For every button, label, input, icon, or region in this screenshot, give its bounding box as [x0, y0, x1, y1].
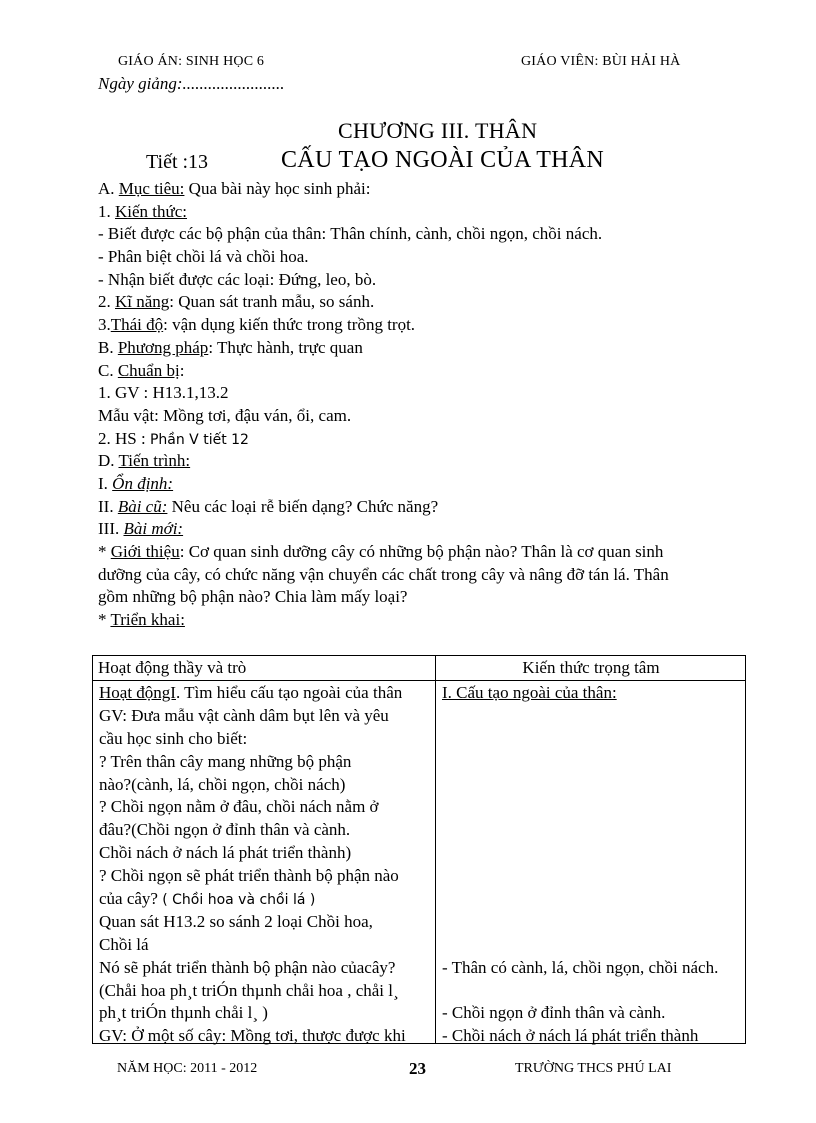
- skills-line: 2. Kĩ năng: Quan sát tranh mẫu, so sánh.: [98, 292, 375, 312]
- teaching-date: [98, 74, 285, 94]
- knowledge-point: - Chồi ngọn ở đỉnh thân và cành.: [442, 1003, 666, 1023]
- table-header-knowledge: Kiến thức trọng tâm: [522, 658, 660, 677]
- student-prep: 2. HS : Phần V tiết 12: [98, 428, 249, 448]
- specimen-line: Mẫu vật: Mồng tơi, đậu ván, ổi, cam.: [98, 405, 352, 425]
- activity-line: Chồi lá: [99, 934, 149, 954]
- activity-line: Quan sát H13.2 so sánh 2 loại Chồi hoa,: [99, 911, 373, 931]
- table-header-activities: Hoạt động thầy và trò: [98, 658, 247, 677]
- lesson-title: CẤU TẠO NGOÀI CỦA THÂN: [281, 147, 605, 173]
- introduction-line: gồm những bộ phận nào? Chia làm mấy loại?: [98, 587, 408, 607]
- activity-line: GV: Đưa mẫu vật cành dâm bụt lên và yêu: [99, 705, 389, 725]
- activity-line: ? Trên thân cây mang những bộ phận: [99, 751, 352, 771]
- activity-heading: Hoạt độngI. Tìm hiểu cấu tạo ngoài của thân: [99, 683, 403, 702]
- knowledge-heading: 1. Kiến thức:: [98, 201, 188, 221]
- lesson-number: Tiết :13: [146, 151, 209, 173]
- footer-school-year: NĂM HỌC: 2011 - 2012: [117, 1061, 258, 1076]
- procedure-heading: D. Tiến trình:: [98, 451, 191, 471]
- knowledge-column: [442, 682, 747, 1048]
- preparation-heading: C. Chuẩn bị:: [98, 360, 185, 380]
- activity-line: của cây? ( Chồi hoa và chồi lá ): [99, 889, 316, 909]
- chapter-title: CHƯƠNG III. THÂN: [338, 118, 538, 143]
- deploy-heading: * Triển khai:: [98, 610, 185, 630]
- knowledge-point: - Chồi nách ở nách lá phát triển thành: [442, 1026, 699, 1046]
- introduction-line: dưỡng của cây, có chức năng vận chuyển các chất trong cây và nâng đỡ tán lá. Thân: [98, 564, 669, 584]
- date-label: Ngày giảng:: [98, 74, 183, 93]
- date-dots: ........................: [182, 74, 285, 93]
- activity-line: Chồi nách ở nách lá phát triển thành): [99, 843, 352, 863]
- attitude-line: 3.Thái độ: vận dụng kiến thức trong trồng trọt.: [98, 315, 416, 335]
- old-lesson-line: II. Bài cũ: Nêu các loại rễ biến dạng? Chức năng?: [98, 496, 439, 516]
- method-line: B. Phương pháp: Thực hành, trực quan: [98, 337, 363, 357]
- objectives-heading: A. Mục tiêu: Qua bài này học sinh phải:: [98, 179, 371, 198]
- knowledge-item: - Biết được các bộ phận của thân: Thân chính, cành, chồi ngọn, chồi nách.: [98, 224, 603, 244]
- column-divider: [435, 656, 436, 1043]
- knowledge-point: - Thân có cành, lá, chồi ngọn, chồi nách.: [442, 957, 719, 977]
- activity-line: Nó sẽ phát triển thành bộ phận nào củacây?: [99, 957, 396, 977]
- activity-line: GV: Ở một số cây: Mồng tơi, thược được khi: [99, 1026, 406, 1046]
- activities-column: [99, 682, 435, 1048]
- new-lesson-heading: III. Bài mới:: [98, 519, 184, 539]
- teacher-prep: 1. GV : H13.1,13.2: [98, 383, 229, 403]
- activity-line: cầu học sinh cho biết:: [99, 728, 248, 748]
- activity-table: [92, 655, 746, 1044]
- activity-line: ph¸t triÓn thµnh chåi l¸ ): [99, 1003, 268, 1023]
- activity-line: nào?(cành, lá, chồi ngọn, chồi nách): [99, 774, 346, 794]
- page-number: 23: [409, 1059, 426, 1078]
- footer-school-name: TRƯỜNG THCS PHÚ LAI: [515, 1061, 672, 1076]
- activity-line: (Chåi hoa ph¸t triÓn thµnh chåi hoa , chåi l¸: [99, 980, 399, 1000]
- activity-line: ? Chồi ngọn nằm ở đâu, chồi nách nằm ở: [99, 797, 379, 817]
- stabilize-heading: I. Ổn định:: [98, 473, 174, 493]
- activity-line: đâu?(Chồi ngọn ở đỉnh thân và cành.: [99, 820, 351, 840]
- header-divider: [93, 680, 745, 681]
- lesson-body: [98, 178, 778, 632]
- knowledge-section-title: I. Cấu tạo ngoài của thân:: [442, 683, 617, 702]
- header-subject: GIÁO ÁN: SINH HỌC 6: [118, 54, 265, 69]
- knowledge-item: - Phân biệt chồi lá và chồi hoa.: [98, 247, 309, 267]
- knowledge-item: - Nhận biết được các loại: Đứng, leo, bò.: [98, 269, 377, 289]
- activity-line: ? Chồi ngọn sẽ phát triển thành bộ phận nào: [99, 866, 399, 886]
- header-teacher: GIÁO VIÊN: BÙI HẢI HÀ: [521, 54, 681, 69]
- introduction-line: * Giới thiệu: Cơ quan sinh dưỡng cây có những bộ phận nào? Thân là cơ quan sinh: [98, 542, 664, 561]
